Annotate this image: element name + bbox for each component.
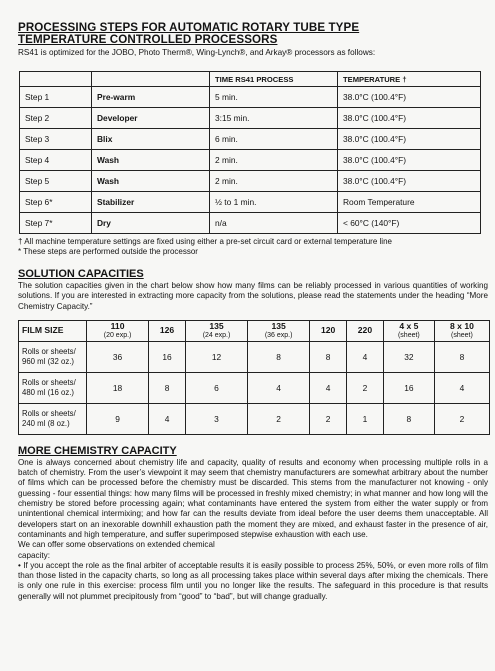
- capacity-value-cell: 18: [87, 372, 149, 403]
- row-label-cell: [19, 341, 87, 372]
- title-line-1: PROCESSING STEPS FOR AUTOMATIC ROTARY TUBE TYPE: [18, 21, 360, 34]
- capacity-value-cell: 6: [185, 372, 247, 403]
- process-cell: Developer: [92, 108, 210, 129]
- row-label-line-1: Rolls or sheets/: [22, 346, 76, 356]
- header-cell-temperature: TEMPERATURE †: [338, 72, 481, 87]
- solution-capacities-heading: SOLUTION CAPACITIES: [18, 268, 144, 280]
- row-label-line-2: 480 ml (16 oz.): [22, 387, 75, 397]
- film-size-column-header: [347, 320, 384, 341]
- time-cell: 2 min.: [210, 171, 338, 192]
- row-label-cell: [19, 372, 87, 403]
- table-row: [20, 171, 481, 192]
- film-size-value: 135: [271, 320, 286, 331]
- film-size-note: (20 exp.): [103, 331, 132, 339]
- capacity-value-cell: 8: [248, 341, 310, 372]
- temperature-cell: Room Temperature: [338, 192, 481, 213]
- capacity-value-cell: 2: [310, 403, 347, 434]
- capacity-value-cell: 4: [310, 372, 347, 403]
- capacity-value-cell: 3: [185, 403, 247, 434]
- row-label-line-2: 240 ml (8 oz.): [22, 418, 70, 428]
- page-title: [18, 22, 488, 46]
- film-size-note: (24 exp.): [202, 331, 231, 339]
- process-cell: Wash: [92, 150, 210, 171]
- capacity-value-cell: 9: [87, 403, 149, 434]
- steps-table-body: [20, 87, 481, 234]
- time-cell: 2 min.: [210, 150, 338, 171]
- title-line-2: TEMPERATURE CONTROLLED PROCESSORS: [18, 33, 278, 46]
- time-cell: 3:15 min.: [210, 108, 338, 129]
- film-size-note: (sheet): [451, 331, 473, 339]
- step-cell: Step 1: [20, 87, 92, 108]
- capacity-value-cell: 12: [185, 341, 247, 372]
- table-row: [20, 192, 481, 213]
- table-row: [20, 129, 481, 150]
- step-cell: Step 7*: [20, 213, 92, 234]
- solution-capacities-text: The solution capacities given in the chart below show how many films can be reliably processed in various quantities of working solutions. If you are interested in extracting more capacity from the solutions, please read the statements under the heading “More Chemistry Capacity.”: [18, 281, 488, 311]
- film-size-column-header: [87, 320, 149, 341]
- time-cell: ½ to 1 min.: [210, 192, 338, 213]
- film-size-column-header: [248, 320, 310, 341]
- capacity-value-cell: 8: [434, 341, 489, 372]
- process-cell: Blix: [92, 129, 210, 150]
- film-size-column-header: [185, 320, 247, 341]
- row-label-line-1: Rolls or sheets/: [22, 408, 76, 418]
- film-size-note: (36 exp.): [264, 331, 293, 339]
- header-cell-time: TIME RS41 PROCESS: [210, 72, 338, 87]
- document-page: [18, 22, 488, 602]
- processing-steps-table: [19, 71, 481, 234]
- capacity-value-cell: 8: [310, 341, 347, 372]
- footnote-temperature: † All machine temperature settings are fixed using either a pre-set circuit card or external temperature line: [18, 237, 392, 246]
- capacity-value-cell: 4: [248, 372, 310, 403]
- film-size-note: (sheet): [397, 331, 420, 339]
- film-size-value: 126: [159, 325, 175, 336]
- film-size-value: 110: [110, 320, 125, 331]
- temperature-cell: 38.0°C (100.4°F): [338, 150, 481, 171]
- capacity-header-row: [19, 320, 490, 341]
- film-size-value: 8 x 10: [449, 320, 474, 331]
- step-cell: Step 6*: [20, 192, 92, 213]
- capacity-value-cell: 16: [149, 341, 186, 372]
- capacity-value-cell: 2: [248, 403, 310, 434]
- more-chemistry-paragraph: One is always concerned about chemistry life and capacity, quality of results and economy when processing multiple rolls in a batch of chemistry. From the user’s viewpoint it may seem that chemistry manufacturers are somewhat arbitrary about the number of films which can be processed before the chemistry must be discarded. This stems from the manufacturer not knowing - only guessing - four essential things: how many films will be processed in freshly mixed chemistry; in what manner and how long will the chemistry be stored before processing again; what contaminants have entered the system from either the water supply or from unintentional chemical intermixing; and how far can the results deviate from ideal before the user deems them unacceptable. All developers start on an inexorable downhill exhaustion path the moment they are mixed, and exhaust faster in the presence of air, contaminants and high temperature, and suffer superimposed stepwise exhaustion with each use.: [18, 457, 488, 539]
- film-size-value: 220: [357, 325, 373, 336]
- step-cell: Step 5: [20, 171, 92, 192]
- table-row: [20, 213, 481, 234]
- capacity-value-cell: 32: [383, 341, 434, 372]
- footnote-outside-processor: * These steps are performed outside the processor: [18, 247, 198, 256]
- header-cell: [92, 72, 210, 87]
- table-row: [19, 341, 490, 372]
- film-size-column-header: [383, 320, 434, 341]
- table-row: [20, 150, 481, 171]
- capacity-value-cell: 2: [434, 403, 489, 434]
- time-cell: n/a: [210, 213, 338, 234]
- temperature-cell: 38.0°C (100.4°F): [338, 108, 481, 129]
- capacity-value-cell: 4: [434, 372, 489, 403]
- table-header-row: [20, 72, 481, 87]
- more-chemistry-heading: MORE CHEMISTRY CAPACITY: [18, 444, 177, 457]
- observations-line: We can offer some observations on extended chemical: [18, 540, 215, 550]
- step-cell: Step 3: [20, 129, 92, 150]
- capacity-value-cell: 4: [347, 341, 384, 372]
- row-label-line-2: 960 ml (32 oz.): [22, 356, 75, 366]
- capacity-bullet: • If you accept the role as the final arbiter of acceptable results it is easily possible to process 25%, 50%, or even more rolls of film than those listed in the capacity charts, so long as all processing takes place within several days after mixing the chemicals. There is only one rule in this exercise: process film until you no longer like the results. The safeguard in this procedure is that results generally will not plummet precipitously from “good” to “bad”, but will change gradually.: [18, 560, 488, 601]
- capacity-value-cell: 2: [347, 372, 384, 403]
- table-row: [19, 372, 490, 403]
- process-cell: Dry: [92, 213, 210, 234]
- capacity-value-cell: 8: [149, 372, 186, 403]
- temperature-cell: 38.0°C (100.4°F): [338, 171, 481, 192]
- row-label-cell: [19, 403, 87, 434]
- capacity-table: [18, 320, 490, 435]
- intro-text: RS41 is optimized for the JOBO, Photo Therm®, Wing-Lynch®, and Arkay® processors as follows:: [18, 48, 376, 57]
- film-size-column-header: [310, 320, 347, 341]
- table-row: [20, 108, 481, 129]
- temperature-cell: < 60°C (140°F): [338, 213, 481, 234]
- capacity-value-cell: 1: [347, 403, 384, 434]
- capacity-label: capacity:: [18, 550, 50, 560]
- step-cell: Step 4: [20, 150, 92, 171]
- capacity-value-cell: 36: [87, 341, 149, 372]
- film-size-header: FILM SIZE: [19, 320, 87, 341]
- film-size-value: 4 x 5: [399, 320, 419, 331]
- table-row: [20, 87, 481, 108]
- time-cell: 6 min.: [210, 129, 338, 150]
- film-size-value: 120: [320, 325, 336, 336]
- temperature-cell: 38.0°C (100.4°F): [338, 87, 481, 108]
- table-row: [19, 403, 490, 434]
- process-cell: Pre-warm: [92, 87, 210, 108]
- capacity-value-cell: 16: [383, 372, 434, 403]
- row-label-line-1: Rolls or sheets/: [22, 377, 76, 387]
- film-size-column-header: [149, 320, 186, 341]
- step-cell: Step 2: [20, 108, 92, 129]
- film-size-value: 135: [209, 320, 224, 331]
- process-cell: Wash: [92, 171, 210, 192]
- process-cell: Stabilizer: [92, 192, 210, 213]
- capacity-table-body: [19, 341, 490, 434]
- capacity-value-cell: 4: [149, 403, 186, 434]
- header-cell: [20, 72, 92, 87]
- time-cell: 5 min.: [210, 87, 338, 108]
- temperature-cell: 38.0°C (100.4°F): [338, 129, 481, 150]
- film-size-column-header: [434, 320, 489, 341]
- capacity-value-cell: 8: [383, 403, 434, 434]
